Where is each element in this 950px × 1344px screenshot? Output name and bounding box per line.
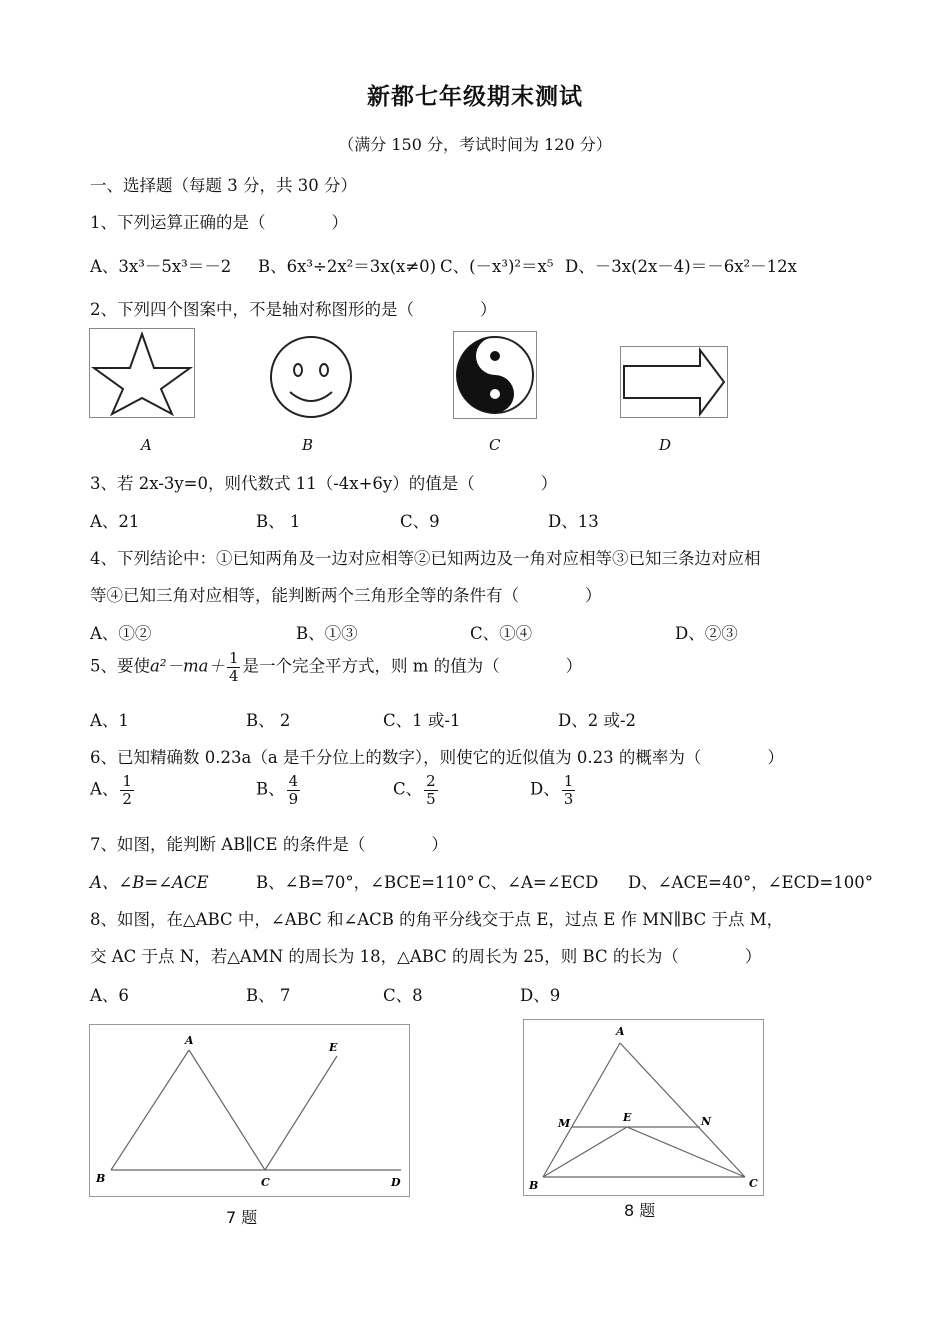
q7-option-d: D、∠ACE=40°，∠ECD=100° [628, 873, 874, 892]
q6-b-den: 9 [288, 789, 299, 808]
figure-7-caption: 7 题 [226, 1208, 258, 1227]
fig8-point-a: A [616, 1025, 625, 1038]
q6-option-d [530, 773, 577, 807]
q6-d-den: 3 [563, 789, 574, 808]
q3-option-b: B、 1 [256, 512, 301, 531]
yin-yang-figure [453, 331, 537, 419]
smiley-figure [268, 334, 354, 420]
figure-7-diagram [89, 1024, 411, 1198]
q4-option-d: D、②③ [675, 624, 738, 643]
q8-option-a: A、6 [90, 986, 129, 1005]
q7-stem: 7、如图，能判断 AB∥CE 的条件是（ ） [90, 835, 448, 854]
q1-option-b: B、6x³÷2x²＝3x(x≠0) [258, 257, 437, 276]
fig7-point-d: D [391, 1176, 401, 1189]
q6-c-label: C、 [393, 779, 423, 799]
subtitle: （满分 150 分，考试时间为 120 分） [338, 135, 612, 154]
q1-option-d: D、－3x(2x－4)＝－6x²－12x [565, 257, 797, 276]
q4-option-a: A、①② [90, 624, 152, 643]
fig8-point-n: N [701, 1115, 712, 1128]
q5-prefix: 5、要使 [90, 656, 150, 676]
q6-c-fraction [424, 773, 438, 807]
q6-d-fraction [562, 773, 576, 807]
q6-a-den: 2 [122, 789, 132, 808]
q1-option-c: C、(－x³)²＝x⁵ [440, 257, 554, 276]
q7-option-a: A、∠B=∠ACE [90, 873, 209, 892]
q4-stem-line2: 等④已知三角对应相等，能判断两个三角形全等的条件有（ ） [90, 586, 602, 605]
q6-d-label: D、 [530, 779, 560, 799]
q5-frac-den: 4 [228, 666, 239, 685]
q6-option-c [393, 773, 440, 807]
q8-stem-line1: 8、如图，在△ABC 中，∠ABC 和∠ACB 的角平分线交于点 E，过点 E 作 MN∥BC 于点 M， [90, 910, 784, 929]
fig7-point-a: A [185, 1034, 194, 1047]
q8-option-d: D、9 [520, 986, 561, 1005]
q6-stem: 6、已知精确数 0.23a（a 是千分位上的数字），则使它的近似值为 0.23 的概率为（ ） [90, 748, 784, 767]
q5-option-b: B、 2 [246, 711, 291, 730]
q1-stem: 1、下列运算正确的是（ ） [90, 213, 348, 232]
figure-8-caption: 8 题 [624, 1201, 656, 1220]
star-figure [89, 328, 195, 418]
q5-suffix: 是一个完全平方式，则 m 的值为（ ） [242, 656, 583, 676]
q6-c-num: 2 [426, 772, 436, 790]
q7-option-b: B、∠B=70°，∠BCE=110° [256, 873, 475, 892]
fig8-point-c: C [749, 1177, 758, 1190]
q5-option-d: D、2 或-2 [558, 711, 637, 730]
q2-label-c: C [489, 436, 501, 454]
fig8-point-m: M [558, 1117, 571, 1130]
section-heading: 一、选择题（每题 3 分，共 30 分） [90, 176, 357, 195]
q5-stem [90, 650, 582, 684]
fig8-point-b: B [529, 1179, 539, 1192]
page-title: 新都七年级期末测试 [367, 83, 583, 110]
q2-stem: 2、下列四个图案中，不是轴对称图形的是（ ） [90, 300, 497, 319]
q4-option-c: C、①④ [470, 624, 533, 643]
fig7-point-c: C [261, 1176, 270, 1189]
q6-a-fraction [120, 773, 134, 807]
q6-b-fraction [287, 773, 301, 807]
q6-b-num: 4 [288, 772, 299, 790]
q5-option-a: A、1 [90, 711, 129, 730]
q4-option-b: B、①③ [296, 624, 358, 643]
q6-option-b [256, 773, 302, 807]
q5-fraction [227, 650, 241, 684]
q8-option-c: C、8 [383, 986, 423, 1005]
q5-expression: a²－ma＋ [150, 656, 225, 676]
q3-stem: 3、若 2x-3y=0，则代数式 11（-4x+6y）的值是（ ） [90, 474, 558, 493]
q6-b-label: B、 [256, 779, 285, 799]
q6-a-label: A、 [90, 779, 119, 799]
q1-option-a: A、3x³－5x³＝－2 [90, 257, 232, 276]
fig8-point-e: E [623, 1111, 632, 1124]
q6-d-num: 1 [563, 772, 574, 790]
q6-option-a [90, 773, 136, 807]
q2-label-a: A [141, 436, 152, 454]
q3-option-d: D、13 [548, 512, 599, 531]
q8-option-b: B、 7 [246, 986, 291, 1005]
q6-c-den: 5 [426, 789, 436, 808]
q3-option-a: A、21 [90, 512, 140, 531]
fig7-point-b: B [96, 1172, 106, 1185]
q2-label-b: B [302, 436, 314, 454]
q8-stem-line2: 交 AC 于点 N，若△AMN 的周长为 18，△ABC 的周长为 25，则 BC 的长为（ ） [90, 947, 762, 966]
q3-option-c: C、9 [400, 512, 440, 531]
q7-option-c: C、∠A=∠ECD [478, 873, 599, 892]
q6-a-num: 1 [122, 772, 132, 790]
q5-frac-num: 1 [228, 649, 239, 667]
fig7-point-e: E [329, 1041, 338, 1054]
arrow-figure [620, 346, 728, 418]
figure-8-diagram [523, 1019, 765, 1197]
q5-option-c: C、1 或-1 [383, 711, 461, 730]
q2-label-d: D [659, 436, 672, 454]
q4-stem-line1: 4、下列结论中：①已知两角及一边对应相等②已知两边及一角对应相等③已知三条边对应相 [90, 549, 761, 568]
